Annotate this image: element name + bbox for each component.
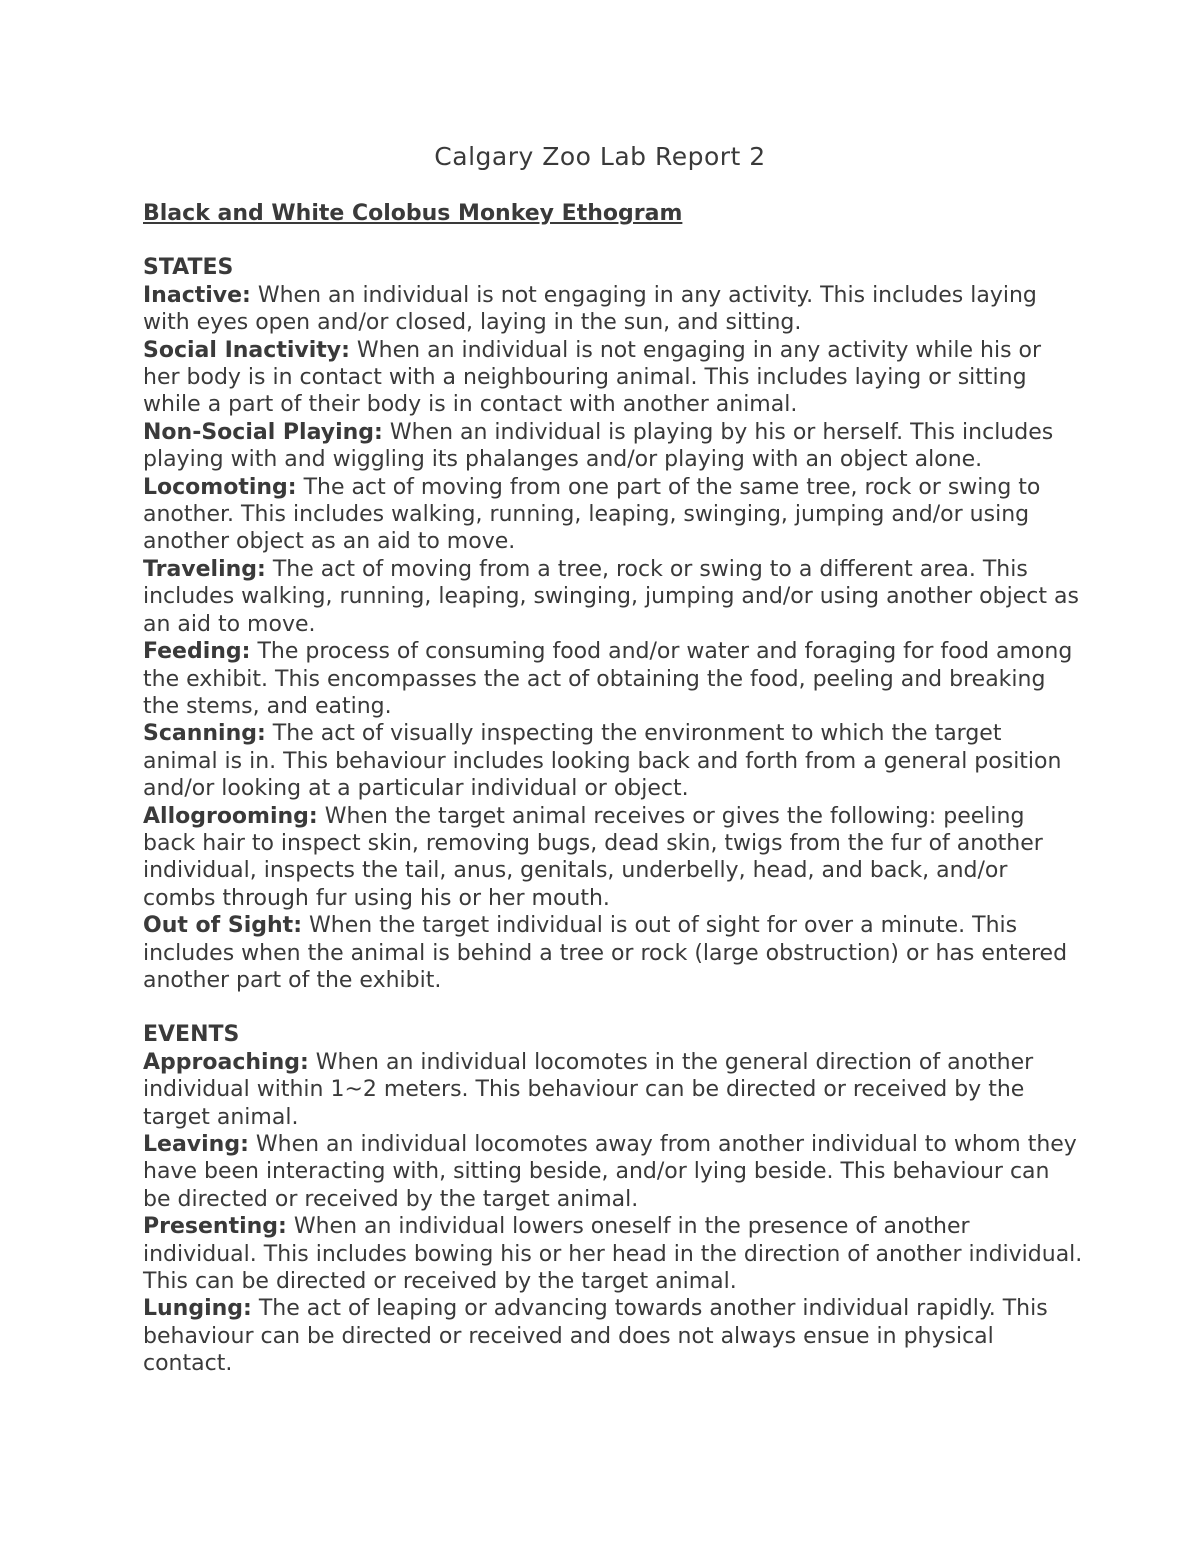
behaviour-definition: When an individual lowers oneself in the presence of another individual. This includes bowing his or her head in the direction of another individual. This can be directed or received by the target animal. — [143, 1214, 1083, 1295]
spacer — [143, 994, 1083, 1021]
behaviour-term: Feeding: — [143, 639, 251, 665]
behaviour-definition: The process of consuming food and/or water and foraging for food among the exhibit. This encompasses the act of obtaining the food, peeling and breaking the stems, and eating. — [143, 639, 1073, 719]
events-label: EVENTS — [143, 1022, 240, 1048]
behaviour-definition: The act of leaping or advancing towards another individual rapidly. This behaviour can be directed or received and does not always ensue in physical contact. — [143, 1296, 1048, 1377]
state-entry — [143, 720, 1083, 802]
behaviour-definition: The act of moving from one part of the same tree, rock or swing to another. This includes walking, running, leaping, swinging, jumping and/or using another object as an aid to move. — [143, 474, 1041, 555]
state-entry — [143, 474, 1083, 556]
states-label: STATES — [143, 255, 234, 281]
behaviour-term: Locomoting: — [143, 474, 297, 500]
state-entry — [143, 638, 1083, 720]
state-entry — [143, 337, 1083, 419]
event-entry — [143, 1049, 1083, 1131]
spacer — [143, 227, 1083, 254]
behaviour-term: Presenting: — [143, 1214, 287, 1240]
behaviour-term: Non-Social Playing: — [143, 419, 383, 445]
page-title: Calgary Zoo Lab Report 2 — [434, 142, 766, 171]
behaviour-definition: When the target individual is out of sight for over a minute. This includes when the animal is behind a tree or rock (large obstruction) or has entered another part of the exhibit. — [143, 913, 1068, 993]
state-entry — [143, 912, 1083, 994]
behaviour-term: Approaching: — [143, 1049, 309, 1075]
behaviour-definition: The act of visually inspecting the environment to which the target animal is in. This behaviour includes looking back and forth from a general position and/or looking at a particular individual or object. — [143, 721, 1062, 802]
state-entry — [143, 419, 1083, 474]
behaviour-term: Traveling: — [143, 556, 266, 582]
behaviour-term: Allogrooming: — [143, 803, 318, 829]
behaviour-term: Scanning: — [143, 721, 266, 747]
states-list — [143, 282, 1083, 995]
behaviour-definition: The act of moving from a tree, rock or swing to a different area. This includes walking, running, leaping, swinging, jumping and/or using another object as an aid to move. — [143, 556, 1079, 637]
event-entry — [143, 1295, 1083, 1377]
events-list — [143, 1049, 1083, 1378]
behaviour-definition: When an individual locomotes away from another individual to whom they have been interacting with, sitting beside, and/or lying beside. This behaviour can be directed or received by the target animal. — [143, 1132, 1077, 1212]
behaviour-term: Inactive: — [143, 282, 251, 308]
behaviour-term: Leaving: — [143, 1132, 249, 1157]
behaviour-term: Social Inactivity: — [143, 337, 350, 363]
event-entry — [143, 1213, 1083, 1295]
behaviour-definition: When an individual is not engaging in any activity. This includes laying with eyes open and/or closed, laying in the sun, and sitting. — [143, 282, 1037, 336]
document-body — [143, 200, 1083, 1378]
behaviour-definition: When an individual is not engaging in any activity while his or her body is in contact with a neighbouring animal. This includes laying or sitting while a part of their body is in contact with another animal. — [143, 337, 1042, 418]
behaviour-term: Out of Sight: — [143, 913, 302, 939]
behaviour-definition: When an individual is playing by his or herself. This includes playing with and wiggling its phalanges and/or playing with an object alone. — [143, 419, 1054, 473]
state-entry — [143, 282, 1083, 337]
state-entry — [143, 556, 1083, 638]
behaviour-definition: When the target animal receives or gives the following: peeling back hair to inspect skin, removing bugs, dead skin, twigs from the fur of another individual, inspects the tail, anus, genitals, underbelly, head, and back, and/or combs through fur using his or her mouth. — [143, 803, 1043, 911]
behaviour-definition: When an individual locomotes in the general direction of another individual within 1~2 meters. This behaviour can be directed or received by the target animal. — [143, 1049, 1034, 1130]
state-entry — [143, 803, 1083, 913]
behaviour-term: Lunging: — [143, 1296, 252, 1322]
ethogram-heading: Black and White Colobus Monkey Ethogram — [143, 201, 683, 226]
event-entry — [143, 1131, 1083, 1213]
